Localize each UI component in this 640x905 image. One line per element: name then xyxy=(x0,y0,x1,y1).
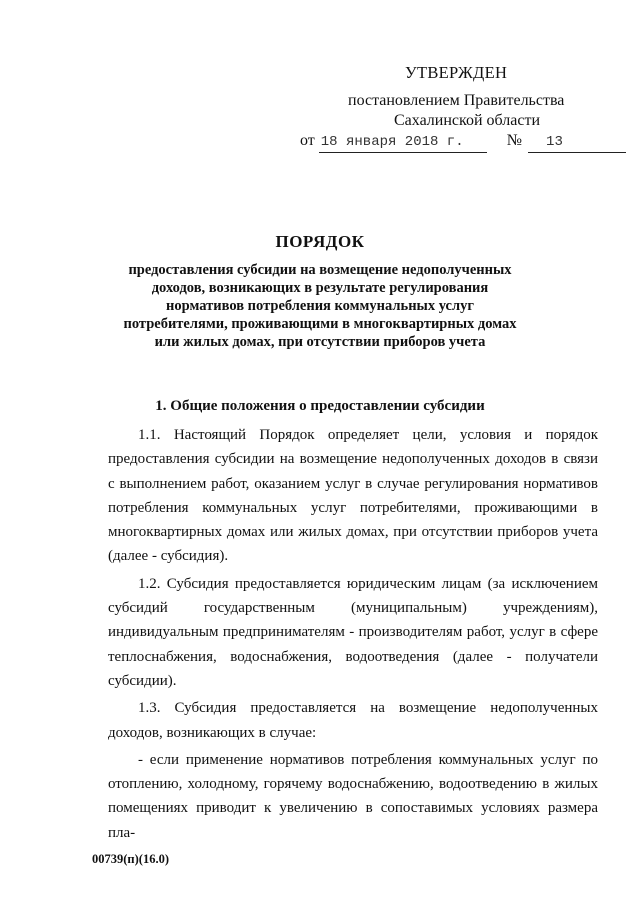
approved-label: УТВЕРЖДЕН xyxy=(405,63,508,82)
approval-number: 13 xyxy=(528,133,626,153)
approval-date-line xyxy=(300,130,600,153)
paragraph-1-2: 1.2. Субсидия предоставляется юридическим лицам (за исключением субсидий государственным (муниципальным) учреждениям), индивидуальным предпринимателям - производителям работ, услуг в сфере теплоснабжения, водоснабжения, водоотведения (далее - получатели субсидии). xyxy=(108,575,598,689)
footer-document-code: 00739(п)(16.0) xyxy=(92,852,169,866)
approval-date: 18 января 2018 г. xyxy=(319,133,487,153)
paragraph-1-3: 1.3. Субсидия предоставляется на возмещение недополученных доходов, возникающих в случае: xyxy=(108,700,598,741)
document-body xyxy=(108,423,598,848)
approval-line-1: постановлением Правительства xyxy=(348,92,565,109)
document-title: ПОРЯДОК xyxy=(275,232,365,251)
date-prefix: от xyxy=(300,132,315,149)
paragraph-bullet-1: - если применение нормативов потребления коммунальных услуг по отоплению, холодному, горячему водоснабжению, водоотведению в жилых помещениях приводит к увеличению в сопоставимых условиях размера пла- xyxy=(108,751,598,841)
section-heading: 1. Общие положения о предоставлении субсидии xyxy=(155,398,485,414)
approval-line-2: Сахалинской области xyxy=(394,112,541,129)
document-subtitle: предоставления субсидии на возмещение недополученных доходов, возникающих в результате регулирования нормативов потребления коммунальных услуг потребителями, проживающими в многоквартирных домах или жилых домах, при отсутствии приборов учета xyxy=(123,262,517,350)
paragraph-1-1: 1.1. Настоящий Порядок определяет цели, условия и порядок предоставления субсидии на возмещение недополученных доходов в связи с выполнением работ, оказанием услуг в случае регулирования нормативов потребления коммунальных услуг потребителями, проживающими в многоквартирных домах или жилых домах, при отсутствии приборов учета (далее - субсидия). xyxy=(108,427,598,565)
number-sign: № xyxy=(506,132,523,149)
